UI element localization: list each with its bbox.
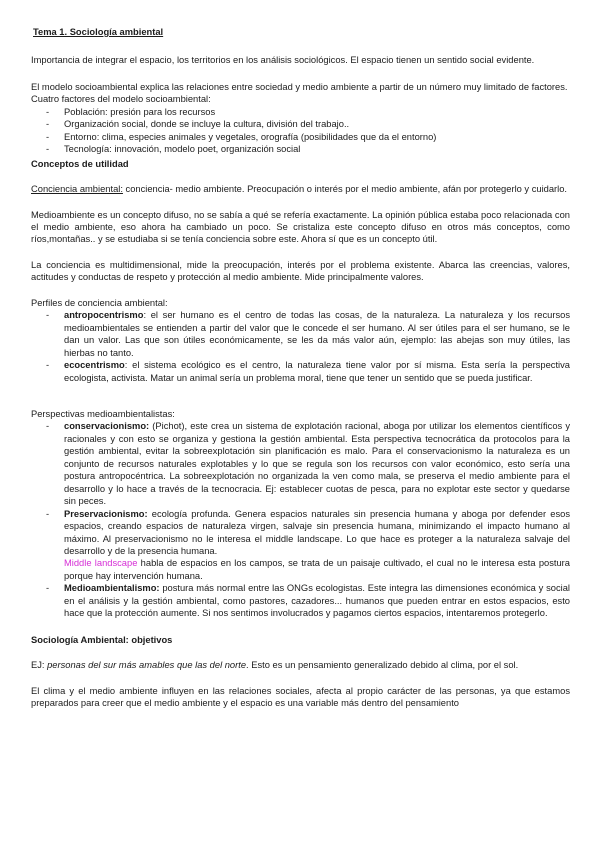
ecocentrismo-term: ecocentrismo	[64, 360, 125, 371]
clima-paragraph: El clima y el medio ambiente influyen en las relaciones sociales, afecta al propio carácter de las personas, ya que estamos preparados para creer que el medio ambiente y el espacio es una variable más dentro del pensamiento	[31, 685, 570, 709]
list-item	[31, 309, 570, 359]
antropocentrismo-text: : el ser humano es el centro de todas las cosas, de la naturaleza. La naturaleza y los recursos medioambientales se entienden a partir del valor que le concede el ser humano. Al ser útiles para el ser humano, se le dan un valor. Las que son útiles económicamente, se les da más valor aún, ejemplo: las abejas son muy útiles, las hierbas no tanto.	[64, 310, 570, 358]
perspectivas-list-2	[31, 582, 570, 619]
perfiles-list	[31, 309, 570, 384]
perspectivas-list	[31, 420, 570, 557]
perfiles-heading: Perfiles de conciencia ambiental:	[31, 297, 168, 308]
multidimensional-paragraph: La conciencia es multidimensional, mide la preocupación, interés por el problema existente. Abarca las creencias, valores, actitudes y conductas de respeto y protección al medio ambiente. Mide principalmente valores.	[31, 259, 570, 283]
preservacionismo-term: Preservacionismo:	[64, 508, 148, 519]
preservacionismo-text: ecología profunda. Genera espacios naturales sin presencia humana y aboga por defender esos espacios, creando espacios de naturaleza virgen, salvaje sin presencia humana, minimizando el impacto humano al máximo. Al preservacionismo no le interesa el middle landscape. Lo que hace es proteger a la naturaleza salvaje del desarrollo y de la presencia humana.	[64, 508, 570, 556]
conciencia-term: Conciencia ambiental:	[31, 184, 123, 195]
page-title: Tema 1. Sociología ambiental	[33, 27, 164, 37]
conservacionismo-text: (Pichot), este crea un sistema de explotación racional, aboga por utilizar los elementos científicos y racionales y con esto se organiza y gestiona la gestión ambiental. Esta perspectiva tecnocrática da protocolos para la gestión ambiental, evitar la sobreexplotación sin planificación es malo. Para el conservacionismo la naturaleza es un conjunto de recursos naturales explotables y lo que se regula son los recursos con valor económico, esto sería una postura antropocéntrica. La sobreexplotación no organizada la ven como mala, se preserva el medio ambiente para el desarrollo y lo hace a través de la tecnocracia. Ej: establecer cuotas de pesca, para no explotar este sector y quedarse sin peces.	[64, 421, 570, 507]
ejemplo-label: EJ:	[31, 660, 48, 671]
antropocentrismo-term: antropocentrismo	[64, 310, 144, 321]
perspectivas-heading: Perspectivas medioambientalistas:	[31, 408, 175, 419]
intro-paragraph: Importancia de integrar el espacio, los territorios en los análisis sociológicos. El espacio tienen un sentido social evidente.	[31, 55, 535, 66]
ejemplo-text: . Esto es un pensamiento generalizado debido al clima, por el sol.	[246, 660, 519, 671]
middle-landscape-text: habla de espacios en los campos, se trata de un paisaje cultivado, el cual no le interesa esta postura porque hay intervención humana.	[64, 558, 570, 581]
conciencia-paragraph	[31, 183, 570, 195]
list-item	[31, 420, 570, 507]
middle-landscape-term: Middle landscape	[64, 558, 138, 569]
list-item: - Organización social, donde se incluye la cultura, división del trabajo..	[31, 118, 570, 130]
list-item: - Tecnología: innovación, modelo poet, organización social	[31, 143, 570, 155]
medioambientalismo-term: Medioambientalismo:	[64, 583, 160, 594]
list-item: - Población: presión para los recursos	[31, 106, 570, 118]
conservacionismo-term: conservacionismo:	[64, 421, 150, 432]
list-item	[31, 582, 570, 619]
list-item	[31, 359, 570, 384]
conciencia-text: conciencia- medio ambiente. Preocupación o interés por el medio ambiente, afán por protegerlo y cuidarlo.	[122, 184, 568, 195]
modelo-paragraph: El modelo socioambiental explica las relaciones entre sociedad y medio ambiente a partir de un número muy limitado de factores. Cuatro factores del modelo socioambiental:	[31, 81, 568, 105]
ecocentrismo-text: : el sistema ecológico es el centro, la naturaleza tiene valor por sí misma. Esta sería la perspectiva ecologista, activista. Matar un animal sería un problema moral, tiene que tener un sentido que se pueda justificar.	[64, 360, 570, 383]
conceptos-heading: Conceptos de utilidad	[31, 158, 129, 169]
factores-list	[31, 106, 570, 156]
list-item: - Entorno: clima, especies animales y vegetales, orografía (posibilidades que da el entorno)	[31, 131, 570, 143]
medioambiente-paragraph: Medioambiente es un concepto difuso, no se sabía a qué se refería exactamente. La opinión pública estaba poco relacionada con el medio ambiente, eso ahora ha cambiado un poco. Se cristaliza este concepto difuso en otros más conceptos, como ríos,montañas.. y se estudiaba si se tenía conciencia sobre este. Ahora sí que es un concepto útil.	[31, 209, 570, 245]
list-item	[31, 508, 570, 558]
ejemplo-paragraph	[31, 659, 570, 671]
ejemplo-italic: personas del sur más amables que las del norte	[47, 660, 247, 671]
objetivos-heading: Sociología Ambiental: objetivos	[31, 634, 173, 645]
middle-landscape-paragraph	[31, 557, 570, 582]
medioambientalismo-text: postura más normal entre las ONGs ecologistas. Este integra las dimensiones económica y social en el análisis y la gestión ambiental, como pastores, cazadores... humanos que pueden entrar en estos espacios, esto hace que la protección aumente. Si nos sentimos involucrados y pagamos ciertos espacios, intentaremos protegerlo.	[64, 583, 570, 619]
